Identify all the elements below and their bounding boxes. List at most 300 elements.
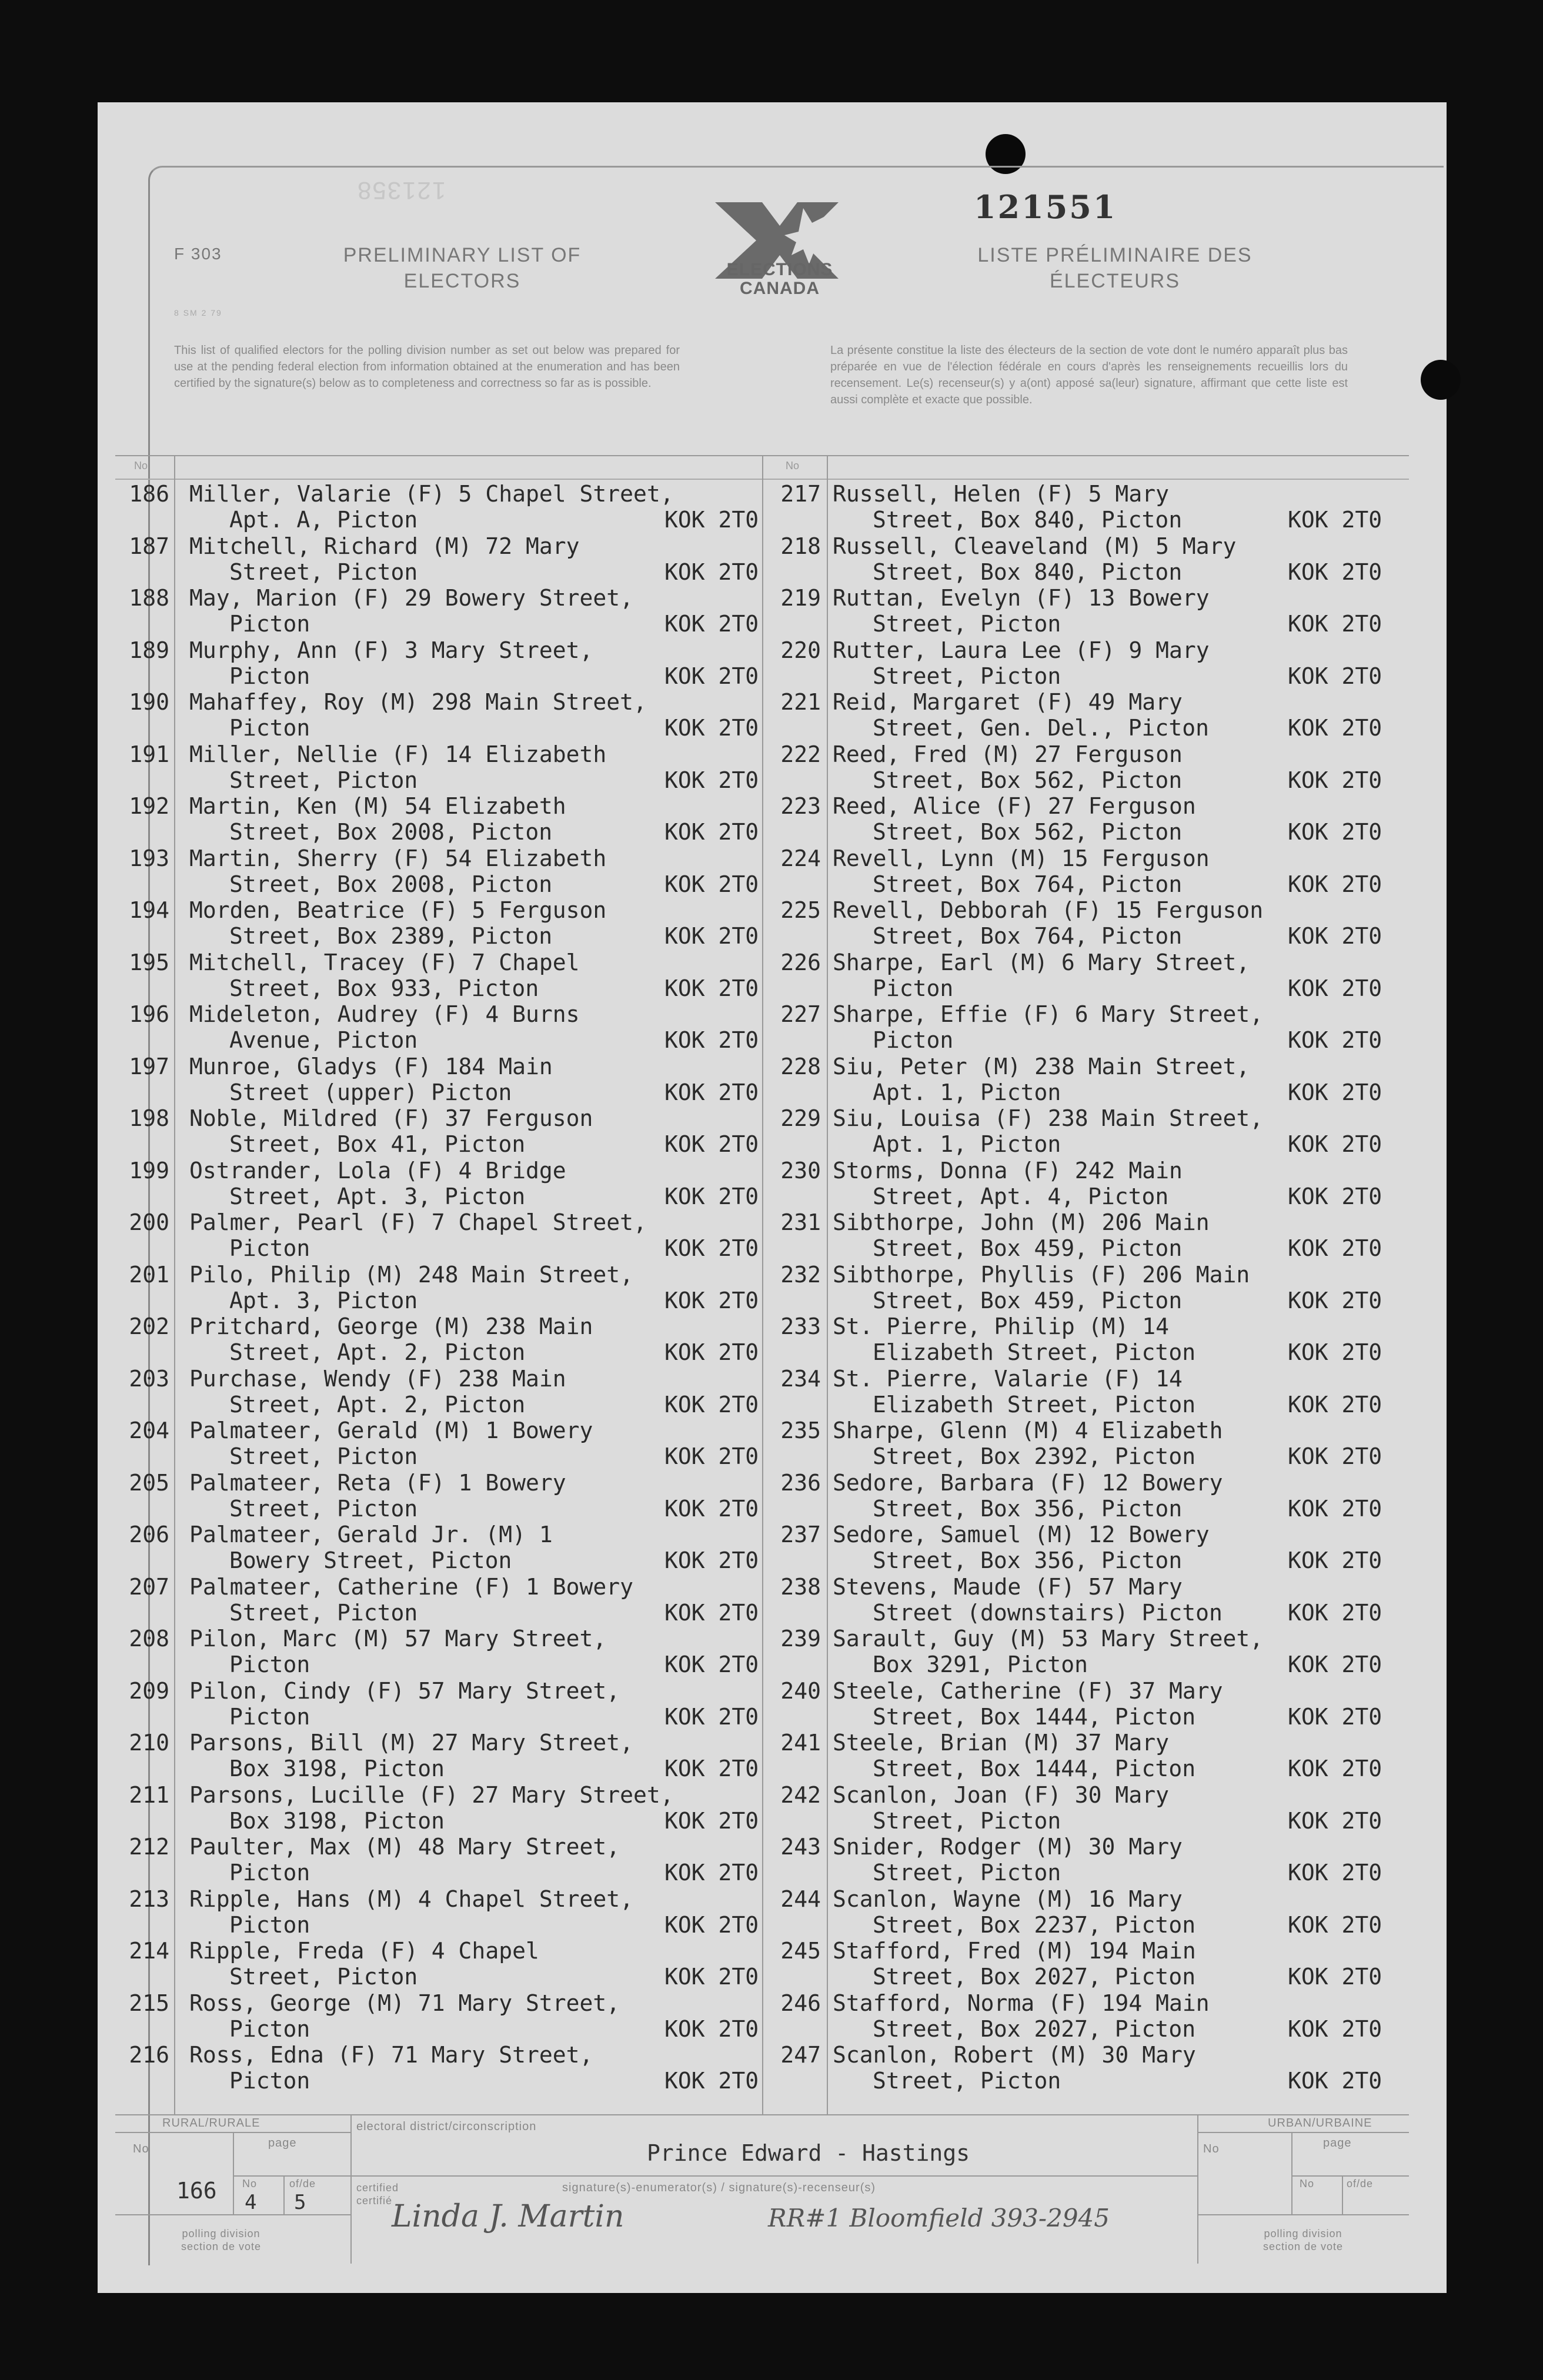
serial-number-faint: 121358 <box>356 177 446 205</box>
elector-postal-code: KOK 2T0 <box>1288 1339 1382 1365</box>
elector-address-line: Street, Picton <box>873 1807 1061 1834</box>
elector-name-line: Ripple, Hans (M) 4 Chapel Street, <box>189 1886 633 1912</box>
elector-address-line: Picton <box>229 663 310 689</box>
elector-name-line: Sarault, Guy (M) 53 Mary Street, <box>833 1626 1264 1652</box>
elector-address-line: Street, Picton <box>229 1964 418 1990</box>
footer-top-rule <box>115 2114 1409 2115</box>
elector-entry <box>98 793 1444 845</box>
elector-address-line: Street, Apt. 4, Picton <box>873 1183 1169 1209</box>
elector-number: 216 <box>129 2042 169 2068</box>
elector-number: 188 <box>129 585 169 611</box>
elector-address-line: Picton <box>229 611 310 637</box>
elector-postal-code: KOK 2T0 <box>1288 1547 1382 1573</box>
elector-name-line: Ripple, Freda (F) 4 Chapel <box>189 1938 539 1964</box>
elector-name-line: Munroe, Gladys (F) 184 Main <box>189 1053 553 1079</box>
elector-name-line: Stevens, Maude (F) 57 Mary <box>833 1573 1183 1600</box>
elector-number: 211 <box>129 1781 169 1808</box>
elector-number: 244 <box>780 1886 821 1912</box>
elector-postal-code: KOK 2T0 <box>664 1391 759 1418</box>
urban-page-rule <box>1291 2175 1409 2177</box>
elector-address-line: Picton <box>229 1235 310 1261</box>
title-french-line-1: LISTE PRÉLIMINAIRE DES <box>977 244 1253 266</box>
elector-name-line: Parsons, Lucille (F) 27 Mary Street, <box>189 1781 674 1808</box>
urban-no-label: No <box>1203 2142 1220 2155</box>
elector-name-line: Ross, George (M) 71 Mary Street, <box>189 1990 620 2016</box>
electoral-district-value: Prince Edward - Hastings <box>647 2140 970 2166</box>
elector-entry <box>98 1626 1444 1677</box>
elector-postal-code: KOK 2T0 <box>1288 1807 1382 1834</box>
elector-address-line: Street, Gen. Del., Picton <box>873 715 1209 741</box>
elections-canada-logo <box>692 190 868 308</box>
elector-postal-code: KOK 2T0 <box>1288 1235 1382 1261</box>
elector-address-line: Street, Box 840, Picton <box>873 559 1183 585</box>
elector-address-line: Street, Box 41, Picton <box>229 1131 526 1157</box>
elector-entry <box>98 1001 1444 1053</box>
elector-entry <box>98 1105 1444 1157</box>
elector-number: 193 <box>129 845 169 871</box>
elector-name-line: Ruttan, Evelyn (F) 13 Bowery <box>833 585 1210 611</box>
elector-number: 212 <box>129 1834 169 1860</box>
elector-postal-code: KOK 2T0 <box>1288 1027 1382 1053</box>
elector-postal-code: KOK 2T0 <box>1288 1391 1382 1418</box>
elector-address-line: Street, Box 1444, Picton <box>873 1756 1196 1781</box>
urban-label: URBAN/URBAINE <box>1268 2117 1372 2130</box>
elector-name-line: Sibthorpe, Phyllis (F) 206 Main <box>833 1261 1250 1288</box>
elector-address-line: Street, Box 764, Picton <box>873 871 1183 897</box>
elector-postal-code: KOK 2T0 <box>1288 1652 1382 1677</box>
elector-number: 190 <box>129 689 169 715</box>
elector-postal-code: KOK 2T0 <box>664 819 759 845</box>
certified-label: certified certifié <box>356 2182 399 2207</box>
rural-no-label: No <box>133 2142 149 2155</box>
elector-address-line: Street, Picton <box>873 611 1061 637</box>
elector-name-line: Sedore, Barbara (F) 12 Bowery <box>833 1469 1223 1496</box>
elector-entry <box>98 897 1444 949</box>
elector-postal-code: KOK 2T0 <box>664 1183 759 1209</box>
elector-number: 243 <box>780 1834 821 1860</box>
elector-postal-code: KOK 2T0 <box>664 871 759 897</box>
elector-address-line: Street, Apt. 2, Picton <box>229 1391 526 1418</box>
elector-number: 204 <box>129 1418 169 1443</box>
urban-page-label: page <box>1323 2137 1352 2150</box>
elector-name-line: Revell, Lynn (M) 15 Ferguson <box>833 845 1210 871</box>
elector-postal-code: KOK 2T0 <box>1288 1287 1382 1313</box>
elector-address-line: Street, Box 2027, Picton <box>873 2015 1196 2042</box>
elector-name-line: Palmer, Pearl (F) 7 Chapel Street, <box>189 1209 647 1235</box>
elector-name-line: Martin, Sherry (F) 54 Elizabeth <box>189 845 607 871</box>
elector-entry <box>98 689 1444 741</box>
elector-number: 192 <box>129 793 169 819</box>
elector-number: 206 <box>129 1522 169 1547</box>
urban-divider-1 <box>1291 2132 1292 2214</box>
electoral-district-label: electoral district/circonscription <box>356 2120 537 2133</box>
elector-number: 194 <box>129 897 169 923</box>
elector-number: 231 <box>780 1209 821 1235</box>
elector-name-line: Palmateer, Gerald Jr. (M) 1 <box>189 1522 553 1547</box>
elector-number: 189 <box>129 637 169 663</box>
elector-name-line: Rutter, Laura Lee (F) 9 Mary <box>833 637 1210 663</box>
elector-number: 209 <box>129 1677 169 1704</box>
elector-name-line: Stafford, Norma (F) 194 Main <box>833 1990 1210 2016</box>
elector-name-line: Miller, Nellie (F) 14 Elizabeth <box>189 741 607 767</box>
elector-address-line: Street, Picton <box>873 663 1061 689</box>
elector-name-line: Storms, Donna (F) 242 Main <box>833 1157 1183 1184</box>
elector-entry <box>98 2042 1444 2094</box>
elector-address-line: Street, Picton <box>229 1495 418 1522</box>
elector-name-line: Scanlon, Wayne (M) 16 Mary <box>833 1886 1183 1912</box>
rural-page-rule <box>233 2175 350 2177</box>
elector-number: 213 <box>129 1886 169 1912</box>
elector-postal-code: KOK 2T0 <box>1288 715 1382 741</box>
rural-divider-2 <box>283 2175 285 2214</box>
elector-postal-code: KOK 2T0 <box>664 1547 759 1573</box>
elector-address-line: Picton <box>229 1860 310 1886</box>
elector-entry <box>98 1678 1444 1730</box>
elector-entry <box>98 1366 1444 1418</box>
urban-left-edge <box>1197 2114 1198 2264</box>
elector-name-line: Revell, Debborah (F) 15 Ferguson <box>833 897 1264 923</box>
elector-name-line: Morden, Beatrice (F) 5 Ferguson <box>189 897 607 923</box>
elector-postal-code: KOK 2T0 <box>664 1652 759 1677</box>
elector-number: 229 <box>780 1105 821 1131</box>
signature-label: signature(s)-enumerator(s) / signature(s)-recenseur(s) <box>562 2181 876 2194</box>
elector-name-line: Mitchell, Richard (M) 72 Mary <box>189 533 580 559</box>
elector-entry <box>98 1730 1444 1781</box>
elector-number: 214 <box>129 1938 169 1964</box>
form-code: F 303 <box>174 245 222 263</box>
elector-address-line: Picton <box>873 1027 954 1053</box>
elector-address-line: Street, Box 840, Picton <box>873 507 1183 533</box>
elector-address-line: Street, Box 2392, Picton <box>873 1443 1196 1469</box>
elector-address-line: Picton <box>229 1703 310 1730</box>
elector-postal-code: KOK 2T0 <box>664 1911 759 1938</box>
elector-postal-code: KOK 2T0 <box>664 1235 759 1261</box>
elector-number: 201 <box>129 1261 169 1288</box>
elector-postal-code: KOK 2T0 <box>664 1599 759 1626</box>
elector-entry <box>98 1522 1444 1573</box>
elector-postal-code: KOK 2T0 <box>1288 1599 1382 1626</box>
elector-name-line: Russell, Helen (F) 5 Mary <box>833 481 1169 507</box>
elector-address-line: Street, Picton <box>229 1599 418 1626</box>
elector-address-line: Apt. 1, Picton <box>873 1131 1061 1157</box>
elector-name-line: St. Pierre, Valarie (F) 14 <box>833 1365 1183 1392</box>
enumerator-signature-2: RR#1 Bloomfield 393-2945 <box>768 2204 1110 2232</box>
rural-label: RURAL/RURALE <box>162 2117 260 2130</box>
elector-address-line: Street (upper) Picton <box>229 1079 512 1105</box>
description-french: La présente constitue la liste des électeurs de la section de vote dont le numéro apparaît plus bas préparée en vue de l'élection fédérale en cours d'après les renseignements recueillis lors du recensement. Le(s) recenseur(s) y a(ont) apposé sa(leur) signature, affirmant que cette liste est aussi complète et exacte que possible. <box>830 344 1348 406</box>
elector-entry <box>98 1470 1444 1522</box>
elector-name-line: Sharpe, Earl (M) 6 Mary Street, <box>833 949 1250 975</box>
elector-postal-code: KOK 2T0 <box>664 715 759 741</box>
elector-number: 228 <box>780 1053 821 1079</box>
form-sheet <box>98 102 1447 2293</box>
elector-name-line: Murphy, Ann (F) 3 Mary Street, <box>189 637 593 663</box>
elector-entry <box>98 1313 1444 1365</box>
elector-address-line: Box 3198, Picton <box>229 1756 445 1781</box>
elector-postal-code: KOK 2T0 <box>664 559 759 585</box>
elector-postal-code: KOK 2T0 <box>664 2068 759 2094</box>
elector-number: 222 <box>780 741 821 767</box>
urban-page-no-label: No <box>1300 2178 1315 2190</box>
polling-division-label: polling division section de vote <box>181 2228 262 2252</box>
elector-postal-code: KOK 2T0 <box>664 1495 759 1522</box>
elector-number: 217 <box>780 481 821 507</box>
elector-number: 236 <box>780 1469 821 1496</box>
elector-number: 239 <box>780 1626 821 1652</box>
elector-address-line: Elizabeth Street, Picton <box>873 1391 1196 1418</box>
elector-number: 219 <box>780 585 821 611</box>
elector-number: 227 <box>780 1001 821 1027</box>
elector-postal-code: KOK 2T0 <box>1288 1860 1382 1886</box>
elector-postal-code: KOK 2T0 <box>664 1339 759 1365</box>
elector-postal-code: KOK 2T0 <box>664 1756 759 1781</box>
elector-number: 187 <box>129 533 169 559</box>
elector-name-line: Sibthorpe, John (M) 206 Main <box>833 1209 1210 1235</box>
elector-number: 245 <box>780 1938 821 1964</box>
elector-postal-code: KOK 2T0 <box>1288 1443 1382 1469</box>
elector-name-line: Sharpe, Effie (F) 6 Mary Street, <box>833 1001 1264 1027</box>
elector-address-line: Apt. 3, Picton <box>229 1287 418 1313</box>
elector-number: 221 <box>780 689 821 715</box>
elector-postal-code: KOK 2T0 <box>1288 819 1382 845</box>
elector-postal-code: KOK 2T0 <box>1288 1079 1382 1105</box>
elector-postal-code: KOK 2T0 <box>1288 2015 1382 2042</box>
urban-page-of-label: of/de <box>1347 2178 1374 2190</box>
elector-entry <box>98 950 1444 1001</box>
elector-address-line: Street, Apt. 2, Picton <box>229 1339 526 1365</box>
elector-address-line: Street (downstairs) Picton <box>873 1599 1223 1626</box>
elector-address-line: Street, Box 2389, Picton <box>229 923 553 949</box>
elector-number: 223 <box>780 793 821 819</box>
elector-entry <box>98 845 1444 897</box>
elector-number: 208 <box>129 1626 169 1652</box>
elector-address-line: Street, Picton <box>873 1860 1061 1886</box>
elector-postal-code: KOK 2T0 <box>1288 923 1382 949</box>
column-number-label-left: No <box>134 460 148 472</box>
elector-name-line: Paulter, Max (M) 48 Mary Street, <box>189 1834 620 1860</box>
elector-name-line: Sharpe, Glenn (M) 4 Elizabeth <box>833 1418 1223 1443</box>
elector-number: 232 <box>780 1261 821 1288</box>
elector-name-line: Parsons, Bill (M) 27 Mary Street, <box>189 1730 633 1756</box>
elector-postal-code: KOK 2T0 <box>1288 1183 1382 1209</box>
elector-postal-code: KOK 2T0 <box>1288 559 1382 585</box>
polling-division-number: 166 <box>176 2178 217 2204</box>
elector-entry <box>98 1574 1444 1626</box>
elector-postal-code: KOK 2T0 <box>664 1287 759 1313</box>
elector-postal-code: KOK 2T0 <box>664 767 759 793</box>
elector-postal-code: KOK 2T0 <box>664 1079 759 1105</box>
elector-name-line: Ross, Edna (F) 71 Mary Street, <box>189 2042 593 2068</box>
elector-address-line: Street, Picton <box>229 767 418 793</box>
elector-name-line: Scanlon, Joan (F) 30 Mary <box>833 1781 1169 1808</box>
elector-address-line: Street, Box 459, Picton <box>873 1235 1183 1261</box>
elector-address-line: Box 3198, Picton <box>229 1807 445 1834</box>
elector-address-line: Picton <box>229 1652 310 1677</box>
elector-address-line: Street, Box 2008, Picton <box>229 819 553 845</box>
elector-address-line: Street, Box 356, Picton <box>873 1547 1183 1573</box>
elector-postal-code: KOK 2T0 <box>664 1131 759 1157</box>
elector-number: 196 <box>129 1001 169 1027</box>
title-english-line-1: PRELIMINARY LIST OF <box>343 244 582 266</box>
footer-bottom-rule <box>115 2214 350 2215</box>
elector-postal-code: KOK 2T0 <box>1288 611 1382 637</box>
column-number-label-right: No <box>786 460 800 472</box>
elector-address-line: Apt. A, Picton <box>229 507 418 533</box>
page-number: 4 <box>245 2191 257 2214</box>
elector-postal-code: KOK 2T0 <box>664 663 759 689</box>
elector-name-line: Pilon, Cindy (F) 57 Mary Street, <box>189 1677 620 1704</box>
elector-postal-code: KOK 2T0 <box>664 923 759 949</box>
elector-number: 247 <box>780 2042 821 2068</box>
elector-name-line: Palmateer, Reta (F) 1 Bowery <box>189 1469 566 1496</box>
elector-address-line: Picton <box>229 1911 310 1938</box>
elector-address-line: Street, Box 1444, Picton <box>873 1703 1196 1730</box>
elector-number: 234 <box>780 1365 821 1392</box>
elector-name-line: Siu, Louisa (F) 238 Main Street, <box>833 1105 1264 1131</box>
elector-number: 224 <box>780 845 821 871</box>
elector-entry <box>98 1054 1444 1105</box>
elector-address-line: Street, Apt. 3, Picton <box>229 1183 526 1209</box>
enumerator-signature-1: Linda J. Martin <box>392 2199 624 2234</box>
elector-address-line: Picton <box>873 975 954 1001</box>
elector-name-line: Reed, Alice (F) 27 Ferguson <box>833 793 1196 819</box>
title-english-line-2: ELECTORS <box>403 270 521 292</box>
elector-name-line: St. Pierre, Philip (M) 14 <box>833 1313 1169 1339</box>
elector-postal-code: KOK 2T0 <box>664 1027 759 1053</box>
district-underline <box>350 2175 1197 2177</box>
elector-entry <box>98 481 1444 533</box>
elector-name-line: May, Marion (F) 29 Bowery Street, <box>189 585 633 611</box>
elector-number: 197 <box>129 1053 169 1079</box>
urban-divider-2 <box>1342 2175 1343 2214</box>
elector-postal-code: KOK 2T0 <box>664 1807 759 1834</box>
elector-number: 191 <box>129 741 169 767</box>
elector-address-line: Street, Box 2237, Picton <box>873 1911 1196 1938</box>
rural-page-no-label: No <box>242 2178 258 2190</box>
elector-entry <box>98 1158 1444 1209</box>
elector-number: 200 <box>129 1209 169 1235</box>
rural-page-of-label: of/de <box>289 2178 316 2190</box>
elector-name-line: Pritchard, George (M) 238 Main <box>189 1313 593 1339</box>
elector-number: 220 <box>780 637 821 663</box>
page-total: 5 <box>294 2191 306 2214</box>
elector-name-line: Ostrander, Lola (F) 4 Bridge <box>189 1157 566 1184</box>
elector-name-line: Steele, Catherine (F) 37 Mary <box>833 1677 1223 1704</box>
elector-name-line: Noble, Mildred (F) 37 Ferguson <box>189 1105 593 1131</box>
elector-number: 230 <box>780 1157 821 1184</box>
elector-entry <box>98 585 1444 637</box>
elector-number: 215 <box>129 1990 169 2016</box>
elector-name-line: Russell, Cleaveland (M) 5 Mary <box>833 533 1237 559</box>
elector-address-line: Picton <box>229 2015 310 2042</box>
elector-number: 202 <box>129 1313 169 1339</box>
description-english: This list of qualified electors for the polling division number as set out below was prepared for use at the pending federal election from information obtained at the enumeration and has been certified by the signature(s) below as to completeness and correctness so far as is possible. <box>174 344 680 390</box>
title-french <box>909 242 1321 294</box>
elector-postal-code: KOK 2T0 <box>664 975 759 1001</box>
elector-postal-code: KOK 2T0 <box>664 611 759 637</box>
elector-number: 246 <box>780 1990 821 2016</box>
elector-name-line: Purchase, Wendy (F) 238 Main <box>189 1365 566 1392</box>
elector-entry <box>98 1990 1444 2042</box>
elector-entry <box>98 1209 1444 1261</box>
elector-number: 226 <box>780 949 821 975</box>
elector-number: 237 <box>780 1522 821 1547</box>
elector-postal-code: KOK 2T0 <box>1288 1131 1382 1157</box>
elector-name-line: Mideleton, Audrey (F) 4 Burns <box>189 1001 580 1027</box>
elector-address-line: Picton <box>229 2068 310 2094</box>
title-french-line-2: ÉLECTEURS <box>1049 270 1181 292</box>
elector-entry <box>98 1782 1444 1834</box>
elector-postal-code: KOK 2T0 <box>664 1703 759 1730</box>
elector-address-line: Street, Box 2027, Picton <box>873 1964 1196 1990</box>
elector-entry <box>98 1262 1444 1313</box>
rural-page-label: page <box>268 2137 297 2150</box>
elector-address-line: Elizabeth Street, Picton <box>873 1339 1196 1365</box>
elector-name-line: Martin, Ken (M) 54 Elizabeth <box>189 793 566 819</box>
elector-address-line: Street, Box 764, Picton <box>873 923 1183 949</box>
elector-address-line: Street, Box 2008, Picton <box>229 871 553 897</box>
logo-text-1: ELECTIONS <box>726 260 833 279</box>
elector-entry <box>98 1418 1444 1469</box>
elector-number: 210 <box>129 1730 169 1756</box>
elector-number: 240 <box>780 1677 821 1704</box>
elector-number: 218 <box>780 533 821 559</box>
title-english <box>298 242 627 294</box>
elector-number: 205 <box>129 1469 169 1496</box>
elector-address-line: Street, Box 562, Picton <box>873 819 1183 845</box>
elector-name-line: Palmateer, Gerald (M) 1 Bowery <box>189 1418 593 1443</box>
elector-postal-code: KOK 2T0 <box>664 2015 759 2042</box>
urban-underline <box>1197 2132 1409 2133</box>
elector-name-line: Siu, Peter (M) 238 Main Street, <box>833 1053 1250 1079</box>
elector-postal-code: KOK 2T0 <box>1288 2068 1382 2094</box>
elector-number: 207 <box>129 1573 169 1600</box>
elector-number: 225 <box>780 897 821 923</box>
rural-right-edge <box>350 2114 352 2264</box>
elector-address-line: Street, Picton <box>229 1443 418 1469</box>
urban-polling-division-label: polling division section de vote <box>1263 2228 1344 2252</box>
elector-name-line: Snider, Rodger (M) 30 Mary <box>833 1834 1183 1860</box>
elector-address-line: Bowery Street, Picton <box>229 1547 512 1573</box>
elector-postal-code: KOK 2T0 <box>664 507 759 533</box>
rural-divider-1 <box>233 2132 234 2214</box>
elector-postal-code: KOK 2T0 <box>1288 871 1382 897</box>
elector-number: 203 <box>129 1365 169 1392</box>
elector-address-line: Avenue, Picton <box>229 1027 418 1053</box>
elector-postal-code: KOK 2T0 <box>1288 1495 1382 1522</box>
elector-number: 238 <box>780 1573 821 1600</box>
elector-entry <box>98 637 1444 689</box>
elector-entry <box>98 533 1444 585</box>
elector-number: 195 <box>129 949 169 975</box>
elector-postal-code: KOK 2T0 <box>1288 1964 1382 1990</box>
elector-postal-code: KOK 2T0 <box>1288 663 1382 689</box>
elector-postal-code: KOK 2T0 <box>1288 975 1382 1001</box>
elector-number: 241 <box>780 1730 821 1756</box>
elector-name-line: Palmateer, Catherine (F) 1 Bowery <box>189 1573 633 1600</box>
elector-entry <box>98 741 1444 793</box>
elector-number: 198 <box>129 1105 169 1131</box>
elector-name-line: Scanlon, Robert (M) 30 Mary <box>833 2042 1196 2068</box>
elector-number: 233 <box>780 1313 821 1339</box>
elector-postal-code: KOK 2T0 <box>664 1443 759 1469</box>
elector-name-line: Stafford, Fred (M) 194 Main <box>833 1938 1196 1964</box>
elector-postal-code: KOK 2T0 <box>1288 767 1382 793</box>
elector-postal-code: KOK 2T0 <box>1288 507 1382 533</box>
elector-number: 186 <box>129 481 169 507</box>
elector-address-line: Picton <box>229 715 310 741</box>
elector-name-line: Sedore, Samuel (M) 12 Bowery <box>833 1522 1210 1547</box>
